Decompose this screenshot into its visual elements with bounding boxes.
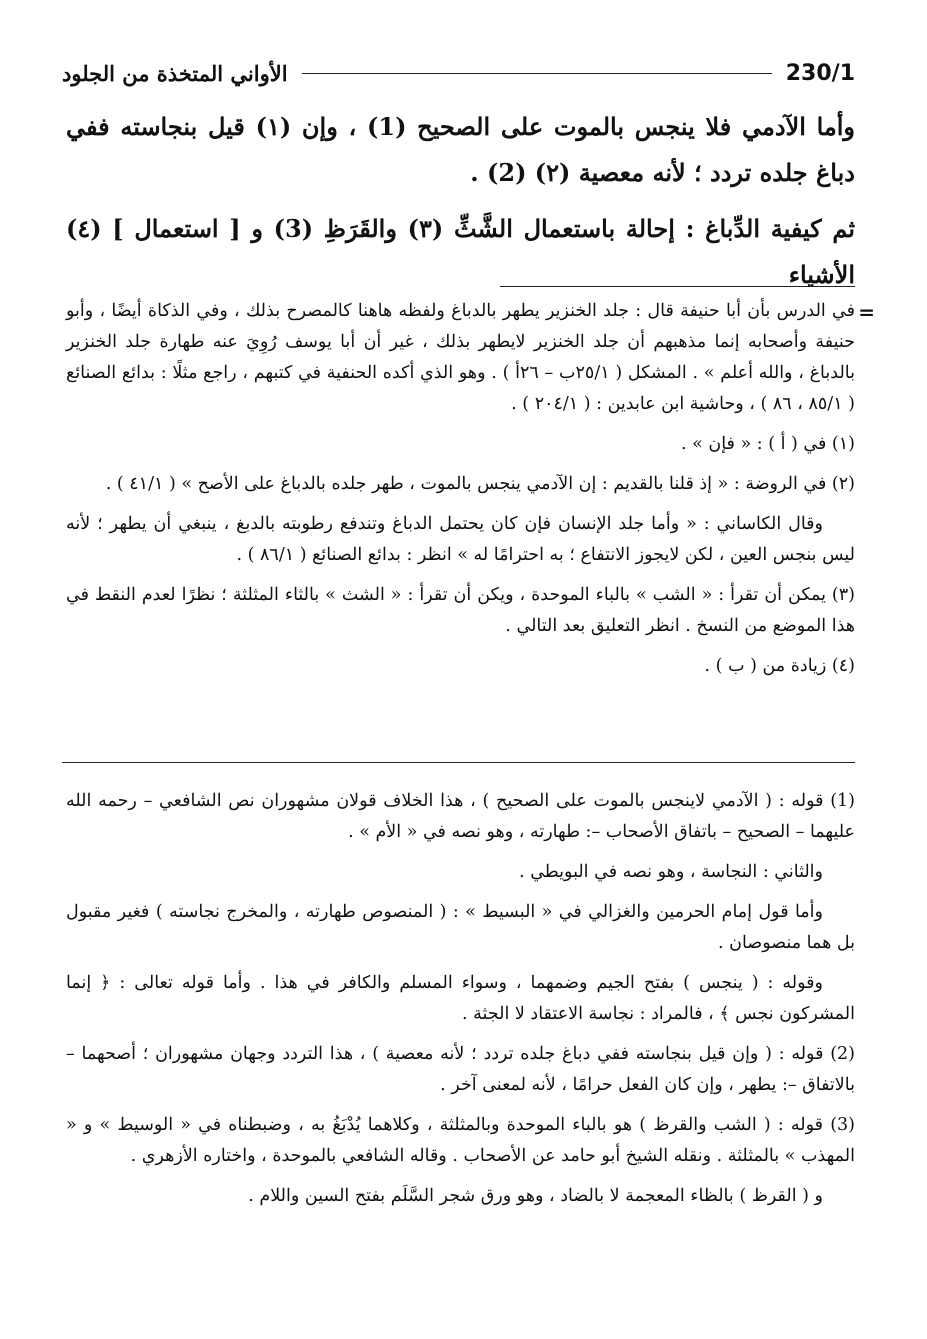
commentary-separator: [62, 762, 855, 763]
commentary-notes: [66, 786, 855, 1212]
commentary-note: وقوله : ( ينجس ) بفتح الجيم وضمهما ، وسواء المسلم والكافر في هذا . وأما قوله تعالى : ﴿ إنما المشركون نجس ﴾ ، فالمراد : نجاسة الاعتقاد لا الجثة .: [66, 973, 855, 1024]
footnote: (٣) يمكن أن تقرأ : « الشب » بالباء الموحدة ، ويكن أن تقرأ : « الشث » بالثاء المثلثة ؛ نظرًا لعدم النقط في هذا الموضع من النسخ . انظر التعليق بعد التالي .: [66, 585, 855, 636]
page-number: 230/1: [785, 60, 855, 86]
commentary-note: (3) قوله : ( الشب والقرظ ) هو بالباء الموحدة وبالمثلثة ، وكلاهما يُدْبَغُ به ، وضبطناه في « الوسيط » و « المهذب » بالمثلثة . ونقله الشيخ أبو حامد عن الأصحاب . وقاله الشافعي بالموحدة ، واختاره الأزهري .: [66, 1115, 855, 1166]
editor-footnotes: [66, 296, 875, 682]
footnote: وقال الكاساني : « وأما جلد الإنسان فإن كان يحتمل الدباغ وتندفع رطوبته بالدبغ ، ينبغي أن يطهر ؛ لأنه ليس بنجس العين ، لكن لايجوز الانتفاع ؛ به احترامًا له » انظر : بدائع الصنائع ( ٨٦/١ ) .: [66, 514, 855, 565]
footnote: (٤) زيادة من ( ب ) .: [704, 656, 855, 676]
commentary-note: والثاني : النجاسة ، وهو نصه في البويطي .: [519, 862, 823, 882]
commentary-note: (2) قوله : ( وإن قيل بنجاسته ففي دباغ جلده تردد ؛ لأنه معصية ) ، هذا التردد وجهان مشهوران ؛ أصحهما – بالاتفاق –: يطهر ، وإن كان الفعل حرامًا ، لأنه لمعنى آخر .: [66, 1044, 855, 1095]
commentary-note: (1) قوله : ( الآدمي لاينجس بالموت على الصحيح ) ، هذا الخلاف قولان مشهوران نص الشافعي – رحمه الله عليهما – الصحيح – باتفاق الأصحاب –: طهارته ، وهو نصه في « الأم » .: [66, 791, 855, 842]
commentary-note: وأما قول إمام الحرمين والغزالي في « البسيط » : ( المنصوص طهارته ، والمخرج نجاسته ) فغير مقبول بل هما منصوصان .: [66, 902, 855, 953]
continuation-marker: =: [858, 300, 875, 324]
commentary-note: و ( القرظ ) بالظاء المعجمة لا بالضاد ، وهو ورق شجر السَّلَم بفتح السين واللام .: [248, 1186, 823, 1206]
footnote-separator: [500, 286, 855, 287]
footnote: (٢) في الروضة : « إذ قلنا بالقديم : إن الآدمي ينجس بالموت ، طهر جلده بالدباغ على الأصح » ( ٤١/١ ) .: [105, 474, 855, 494]
footnote: (١) في ( أ ) : « فإن » .: [680, 434, 855, 454]
header-rule: [302, 73, 772, 74]
footnote-continuation: في الدرس بأن أبا حنيفة قال : جلد الخنزير يطهر بالدباغ ولفظه هاهنا كالمصرح بذلك ، وفي الذكاة أيضًا ، وأبو حنيفة وأصحابه إنما مذهبهم أن جلد الخنزير لايطهر بذلك ، غير أن أبا يوسف رُوِيَ عنه طهارة جلد الخنزير بالدباغ ، والله أعلم » . المشكل ( ٢٥/١ب – ٢٦أ ) . وهو الذي أكده الحنفية في كتبهم ، راجع مثلًا : بدائع الصنائع ( ٨٥/١ ، ٨٦ ) ، وحاشية ابن عابدين : ( ٢٠٤/١ ) .: [66, 301, 855, 414]
page-header: [62, 56, 855, 90]
main-paragraph: وأما الآدمي فلا ينجس بالموت على الصحيح (1) ، وإن (١) قيل بنجاسته ففي دباغ جلده تردد ؛ لأنه معصية (٢) (2) .: [66, 112, 856, 187]
running-title: الأواني المتخذة من الجلود: [62, 60, 288, 86]
main-paragraph: ثم كيفية الدِّباغ : إحالة باستعمال الشَّثِّ (٣) والقَرَظِ (3) و [ استعمال ] (٤) الأشياء: [66, 214, 855, 289]
main-text: [66, 104, 855, 298]
